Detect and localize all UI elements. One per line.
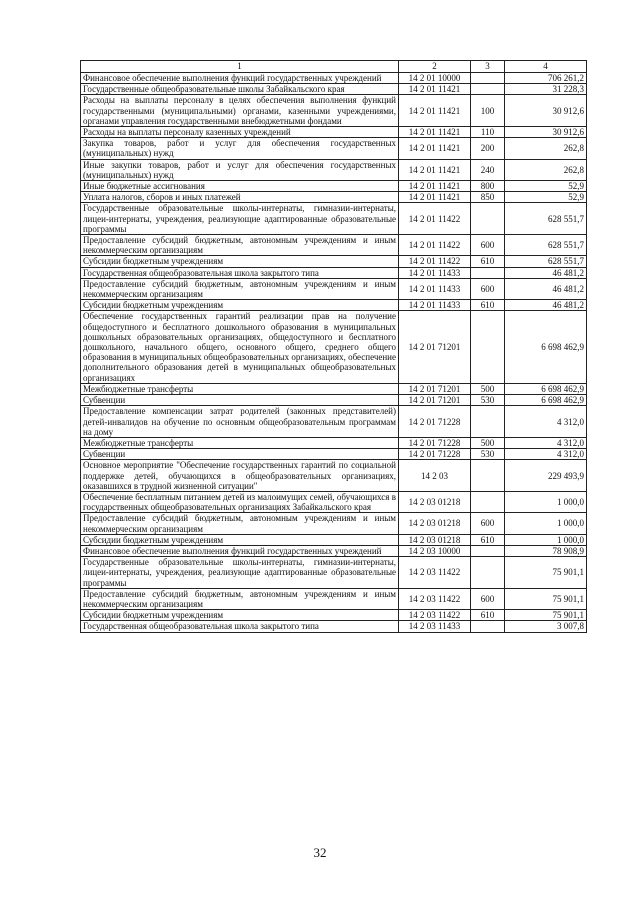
row-amount-cell: 262,8 (505, 138, 587, 159)
row-code-cell: 14 2 01 71201 (399, 311, 471, 383)
table-row (81, 610, 587, 621)
row-amount-cell: 46 481,2 (505, 300, 587, 311)
row-name-cell: Государственная общеобразовательная школа закрытого типа (81, 621, 399, 632)
row-name-cell: Предоставление компенсации затрат родителей (законных представителей) детей-инвалидов на обучение по основным общеобразовательным программам на дому (81, 406, 399, 438)
row-code-cell: 14 2 01 11421 (399, 159, 471, 180)
row-code-cell: 14 2 01 11421 (399, 84, 471, 95)
row-amount-cell: 46 481,2 (505, 278, 587, 299)
row-expense-type-cell: 600 (471, 588, 505, 609)
row-expense-type-cell (471, 621, 505, 632)
row-code-cell: 14 2 01 11433 (399, 267, 471, 278)
table-row (81, 181, 587, 192)
row-expense-type-cell: 850 (471, 192, 505, 203)
row-name-cell: Государственная общеобразовательная школа закрытого типа (81, 267, 399, 278)
row-code-cell: 14 2 03 01218 (399, 513, 471, 534)
row-amount-cell: 3 007,8 (505, 621, 587, 632)
row-name-cell: Субсидии бюджетным учреждениям (81, 610, 399, 621)
row-code-cell: 14 2 01 71201 (399, 395, 471, 406)
row-expense-type-cell (471, 557, 505, 589)
row-code-cell: 14 2 01 11421 (399, 127, 471, 138)
row-code-cell: 14 2 01 71228 (399, 406, 471, 438)
column-header-3: 3 (471, 61, 505, 73)
row-code-cell: 14 2 03 01218 (399, 534, 471, 545)
row-name-cell: Межбюджетные трансферты (81, 383, 399, 394)
row-name-cell: Государственные образовательные школы-интернаты, гимназии-интернаты, лицеи-интернаты, учреждения, реализующие адаптированные образовательные программы (81, 203, 399, 235)
row-code-cell: 14 2 01 11421 (399, 95, 471, 127)
row-code-cell: 14 2 03 01218 (399, 491, 471, 512)
row-expense-type-cell: 530 (471, 449, 505, 460)
row-code-cell: 14 2 03 11433 (399, 621, 471, 632)
row-code-cell: 14 2 01 11433 (399, 300, 471, 311)
row-expense-type-cell: 240 (471, 159, 505, 180)
row-amount-cell: 52,9 (505, 181, 587, 192)
row-code-cell: 14 2 03 (399, 460, 471, 492)
table-row (81, 300, 587, 311)
row-name-cell: Иные закупки товаров, работ и услуг для обеспечения государственных (муниципальных) нужд (81, 159, 399, 180)
table-row (81, 73, 587, 84)
row-expense-type-cell: 610 (471, 256, 505, 267)
row-name-cell: Обеспечение бесплатным питанием детей из малоимущих семей, обучающихся в государственных общеобразовательных организациях Забайкальского края (81, 491, 399, 512)
row-expense-type-cell: 610 (471, 610, 505, 621)
table-row (81, 437, 587, 448)
row-amount-cell: 628 551,7 (505, 235, 587, 256)
page-number: 32 (313, 845, 327, 860)
column-header-1: 1 (81, 61, 399, 73)
row-amount-cell: 1 000,0 (505, 491, 587, 512)
row-name-cell: Субсидии бюджетным учреждениям (81, 300, 399, 311)
row-expense-type-cell: 610 (471, 300, 505, 311)
table-row (81, 449, 587, 460)
table-row (81, 235, 587, 256)
table-row (81, 621, 587, 632)
table-row (81, 203, 587, 235)
row-amount-cell: 46 481,2 (505, 267, 587, 278)
row-expense-type-cell: 100 (471, 95, 505, 127)
row-amount-cell: 52,9 (505, 192, 587, 203)
column-header-4: 4 (505, 61, 587, 73)
row-name-cell: Основное мероприятие "Обеспечение государственных гарантий по социальной поддержке детей, обучающихся в общеобразовательных организациях, оказавшихся в трудной жизненной ситуации" (81, 460, 399, 492)
row-amount-cell: 628 551,7 (505, 203, 587, 235)
table-row (81, 278, 587, 299)
row-name-cell: Уплата налогов, сборов и иных платежей (81, 192, 399, 203)
table-row (81, 406, 587, 438)
row-name-cell: Субсидии бюджетным учреждениям (81, 256, 399, 267)
row-amount-cell: 6 698 462,9 (505, 311, 587, 383)
budget-table (80, 60, 587, 633)
table-row (81, 267, 587, 278)
table-row (81, 395, 587, 406)
row-name-cell: Предоставление субсидий бюджетным, автономным учреждениям и иным некоммерческим организациям (81, 235, 399, 256)
row-code-cell: 14 2 03 11422 (399, 588, 471, 609)
row-expense-type-cell: 110 (471, 127, 505, 138)
row-name-cell: Предоставление субсидий бюджетным, автономным учреждениям и иным некоммерческим организациям (81, 588, 399, 609)
header-row (81, 61, 587, 73)
row-amount-cell: 262,8 (505, 159, 587, 180)
row-amount-cell: 229 493,9 (505, 460, 587, 492)
row-code-cell: 14 2 01 71201 (399, 383, 471, 394)
row-expense-type-cell: 500 (471, 437, 505, 448)
row-expense-type-cell (471, 406, 505, 438)
row-name-cell: Расходы на выплаты персоналу казенных учреждений (81, 127, 399, 138)
row-code-cell: 14 2 01 10000 (399, 73, 471, 84)
row-name-cell: Иные бюджетные ассигнования (81, 181, 399, 192)
table-row (81, 127, 587, 138)
table-row (81, 256, 587, 267)
row-code-cell: 14 2 01 11421 (399, 181, 471, 192)
row-name-cell: Субвенции (81, 395, 399, 406)
row-code-cell: 14 2 01 11422 (399, 235, 471, 256)
row-amount-cell: 75 901,1 (505, 588, 587, 609)
row-name-cell: Закупка товаров, работ и услуг для обеспечения государственных (муниципальных) нужд (81, 138, 399, 159)
row-expense-type-cell (471, 267, 505, 278)
row-code-cell: 14 2 01 71228 (399, 449, 471, 460)
table-row (81, 138, 587, 159)
row-expense-type-cell (471, 545, 505, 556)
row-amount-cell: 1 000,0 (505, 513, 587, 534)
table-row (81, 545, 587, 556)
row-name-cell: Финансовое обеспечение выполнения функций государственных учреждений (81, 73, 399, 84)
row-name-cell: Предоставление субсидий бюджетным, автономным учреждениям и иным некоммерческим организациям (81, 513, 399, 534)
table-row (81, 588, 587, 609)
row-amount-cell: 1 000,0 (505, 534, 587, 545)
row-expense-type-cell: 200 (471, 138, 505, 159)
row-code-cell: 14 2 01 11421 (399, 138, 471, 159)
table-row (81, 491, 587, 512)
row-expense-type-cell (471, 460, 505, 492)
row-amount-cell: 78 908,9 (505, 545, 587, 556)
row-expense-type-cell (471, 491, 505, 512)
row-amount-cell: 4 312,0 (505, 437, 587, 448)
row-name-cell: Межбюджетные трансферты (81, 437, 399, 448)
row-expense-type-cell (471, 203, 505, 235)
row-code-cell: 14 2 01 11422 (399, 256, 471, 267)
row-expense-type-cell: 600 (471, 278, 505, 299)
row-amount-cell: 4 312,0 (505, 406, 587, 438)
table-row (81, 159, 587, 180)
table-row (81, 534, 587, 545)
row-expense-type-cell (471, 311, 505, 383)
column-header-2: 2 (399, 61, 471, 73)
row-code-cell: 14 2 03 11422 (399, 610, 471, 621)
row-amount-cell: 6 698 462,9 (505, 395, 587, 406)
table-row (81, 95, 587, 127)
row-name-cell: Государственные общеобразовательные школы Забайкальского края (81, 84, 399, 95)
row-name-cell: Расходы на выплаты персоналу в целях обеспечения выполнения функций государственными (муниципальными) органами, казенными учреждениями, органами управления государственными внебюджетными фондами (81, 95, 399, 127)
row-name-cell: Субвенции (81, 449, 399, 460)
row-expense-type-cell (471, 73, 505, 84)
table-row (81, 513, 587, 534)
table-row (81, 192, 587, 203)
row-expense-type-cell: 600 (471, 235, 505, 256)
row-code-cell: 14 2 01 11421 (399, 192, 471, 203)
row-expense-type-cell (471, 84, 505, 95)
row-expense-type-cell: 600 (471, 513, 505, 534)
row-code-cell: 14 2 01 11422 (399, 203, 471, 235)
row-name-cell: Субсидии бюджетным учреждениям (81, 534, 399, 545)
row-expense-type-cell: 530 (471, 395, 505, 406)
row-name-cell: Государственные образовательные школы-интернаты, гимназии-интернаты, лицеи-интернаты, учреждения, реализующие адаптированные образовательные программы (81, 557, 399, 589)
row-amount-cell: 75 901,1 (505, 610, 587, 621)
row-code-cell: 14 2 01 71228 (399, 437, 471, 448)
row-expense-type-cell: 610 (471, 534, 505, 545)
row-amount-cell: 6 698 462,9 (505, 383, 587, 394)
table-row (81, 460, 587, 492)
row-amount-cell: 31 228,3 (505, 84, 587, 95)
row-amount-cell: 628 551,7 (505, 256, 587, 267)
row-amount-cell: 30 912,6 (505, 127, 587, 138)
row-expense-type-cell: 500 (471, 383, 505, 394)
row-name-cell: Финансовое обеспечение выполнения функций государственных учреждений (81, 545, 399, 556)
table-row (81, 383, 587, 394)
row-amount-cell: 30 912,6 (505, 95, 587, 127)
row-code-cell: 14 2 01 11433 (399, 278, 471, 299)
table-row (81, 84, 587, 95)
row-amount-cell: 706 261,2 (505, 73, 587, 84)
table-row (81, 311, 587, 383)
row-name-cell: Предоставление субсидий бюджетным, автономным учреждениям и иным некоммерческим организациям (81, 278, 399, 299)
row-code-cell: 14 2 03 10000 (399, 545, 471, 556)
row-expense-type-cell: 800 (471, 181, 505, 192)
row-amount-cell: 4 312,0 (505, 449, 587, 460)
row-amount-cell: 75 901,1 (505, 557, 587, 589)
table-row (81, 557, 587, 589)
row-code-cell: 14 2 03 11422 (399, 557, 471, 589)
row-name-cell: Обеспечение государственных гарантий реализации прав на получение общедоступного и бесплатного дошкольного образования в муниципальных дошкольных образовательных организациях, общедоступного и бесплатного дошкольного, начального общего, основного общего, среднего общего образования в муниципальных общеобразовательных организациях, обеспечение дополнительного образования детей в муниципальных общеобразовательных организациях (81, 311, 399, 383)
table-body (81, 73, 587, 633)
